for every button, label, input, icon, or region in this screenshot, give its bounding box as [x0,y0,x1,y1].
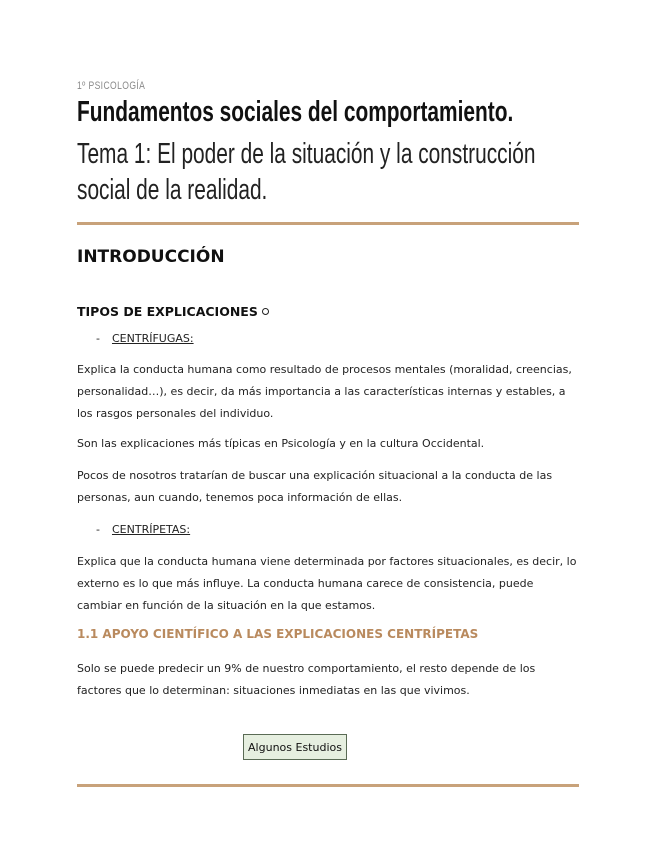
document-subtitle: Tema 1: El poder de la situación y la construcción social de la realidad. [77,138,536,206]
types-heading-text: TIPOS DE EXPLICACIONES [77,304,258,319]
centripetas-paragraph-1: Explica que la conducta humana viene determinada por factores situacionales, es decir, lo externo es lo que más influye. La conducta humana carece de consistencia, puede cambiar en función de la situación en la que estamos. [77,555,577,612]
section-1-1-paragraph: Solo se puede predecir un 9% de nuestro comportamiento, el resto depende de los factores que lo determinan: situaciones inmediatas en las que vivimos. [77,662,536,697]
centrifugas-paragraph-2: Son las explicaciones más típicas en Psicología y en la cultura Occidental. [77,437,485,450]
bullet-dash: - [96,523,100,536]
bullet-circle-icon [262,308,269,315]
centrifugas-paragraph-3: Pocos de nosotros tratarían de buscar una explicación situacional a la conducta de las personas, aun cuando, tenemos poca información de ellas. [77,469,553,504]
bottom-divider [77,784,579,787]
top-divider [77,222,579,225]
bullet-centrifugas [96,332,194,345]
bullet-centripetas [96,523,190,536]
course-label: 1º PSICOLOGÍA [77,80,146,92]
types-heading [77,304,269,319]
centripetas-label: CENTRÍPETAS: [111,523,191,536]
centrifugas-label: CENTRÍFUGAS: [111,332,194,345]
section-heading-1-1: 1.1 APOYO CIENTÍFICO A LAS EXPLICACIONES CENTRÍPETAS [77,627,479,641]
bullet-dash: - [96,332,100,345]
algunos-estudios-button[interactable]: Algunos Estudios [243,734,347,760]
centrifugas-paragraph-1: Explica la conducta humana como resultado de procesos mentales (moralidad, creencias, personalidad…), es decir, da más importancia a las características internas y estables, a los rasgos personales del individuo. [77,363,572,420]
document-title: Fundamentos sociales del comportamiento. [77,96,514,128]
intro-heading: INTRODUCCIÓN [77,247,225,267]
